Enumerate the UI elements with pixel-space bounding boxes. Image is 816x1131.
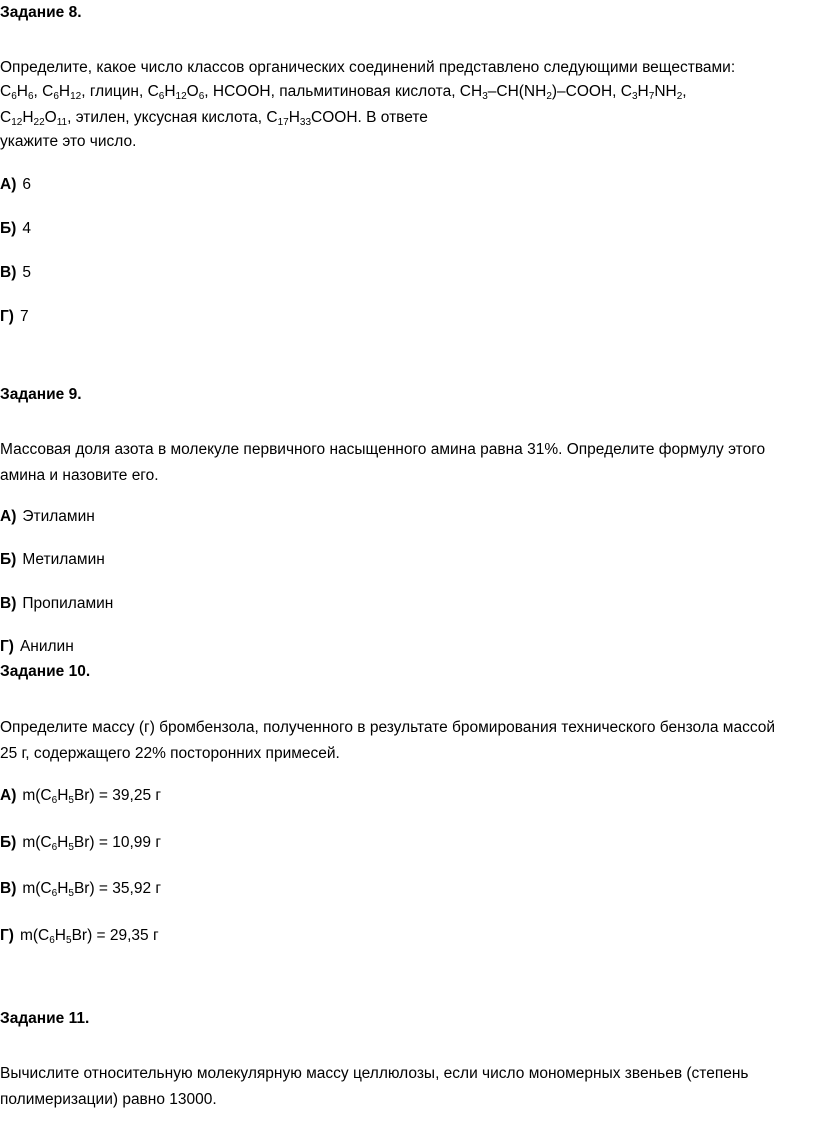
task8-formula-line: $C_6H_6$, $C_6H_{12}$, глицин, $C_6H_{12}O_6$, HCOOH, пальмитиновая кислота, $CH_3-CH(NH_2)$–COOH, $C_3H_7NH_2$, [0, 83, 687, 102]
task11-title: Задание 11. [0, 1010, 90, 1027]
task9-question-line1: Массовая доля азота в молекуле первичного насыщенного амина равна 31%. Определите формулу этого [0, 441, 766, 458]
task9-question-line2: амина и назовите его. [0, 467, 159, 484]
task8-option-b: Б) 4 [0, 220, 31, 237]
task8-question-line4: укажите это число. [0, 133, 137, 150]
task10-question-line1: Определите массу (г) бромбензола, полученного в результате бромирования технического бензола массой [0, 719, 776, 736]
task10-option-d: Г) $m(C_6H_5Br) = 29,35$ г [0, 927, 159, 946]
task8-title: Задание 8. [0, 4, 82, 21]
task9-title: Задание 9. [0, 386, 82, 403]
task9-option-a: А) Этиламин [0, 508, 95, 525]
task8-question-line1: Определите, какое число классов органических соединений представлено следующими веществами: [0, 59, 736, 76]
task11-question-line2: полимеризации) равно 13000. [0, 1091, 217, 1108]
task8-formula-line2: $C_{12}H_{22}O_{11}$, этилен, уксусная кислота, $C_{17}H_{33}COOH$. В ответе [0, 109, 428, 128]
task10-title: Задание 10. [0, 663, 91, 680]
task10-question-line2: 25 г, содержащего 22% посторонних примесей. [0, 745, 340, 762]
task8-option-d: Г) 7 [0, 308, 29, 325]
task8-option-c: В) 5 [0, 264, 31, 281]
task10-option-a: А) $m(C_6H_5Br) = 39,25$ г [0, 787, 162, 806]
task9-option-c: В) Пропиламин [0, 595, 114, 612]
task9-option-b: Б) Метиламин [0, 551, 105, 568]
task10-option-b: Б) $m(C_6H_5Br) = 10,99$ г [0, 834, 161, 853]
task8-option-a: А) 6 [0, 176, 31, 193]
task9-option-d: Г) Анилин [0, 638, 74, 655]
task11-question-line1: Вычислите относительную молекулярную массу целлюлозы, если число мономерных звеньев (степень [0, 1065, 749, 1082]
task10-option-c: В) $m(C_6H_5Br) = 35,92$ г [0, 880, 162, 899]
